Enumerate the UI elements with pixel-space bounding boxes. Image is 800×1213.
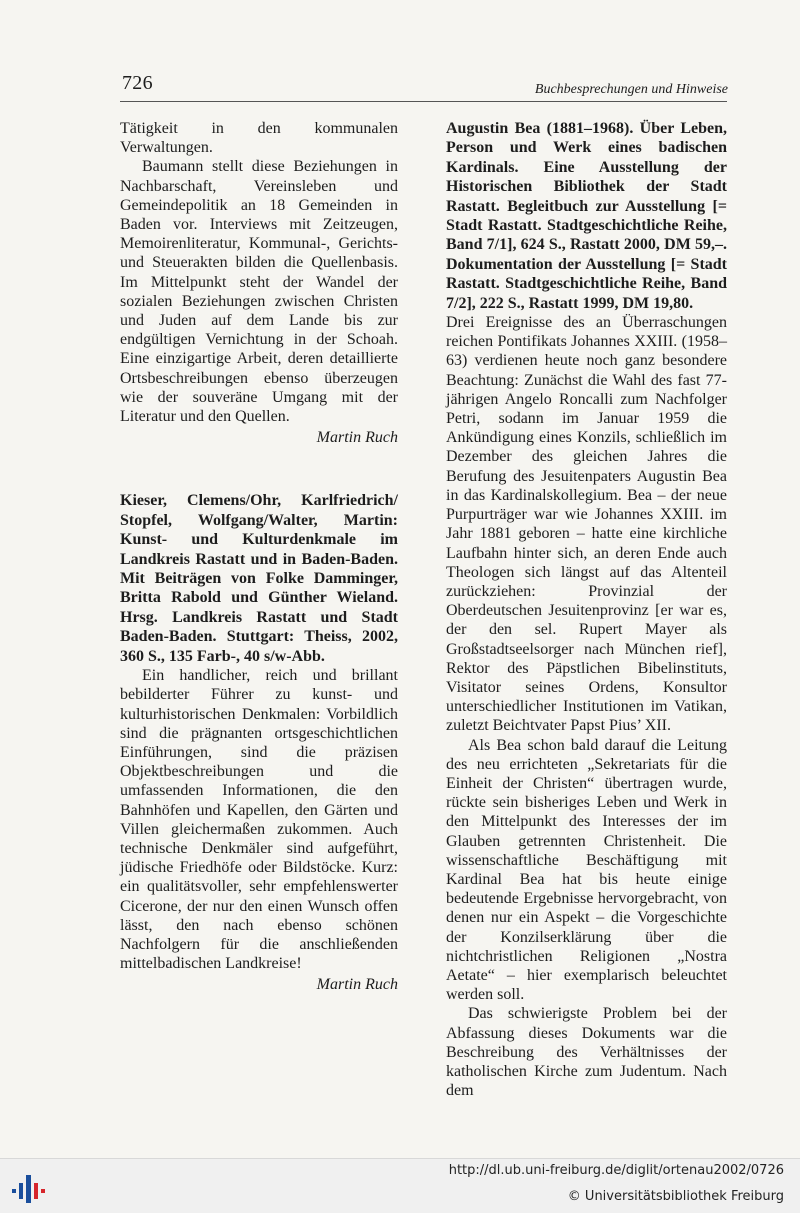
paragraph: Drei Ereignisse des an Überraschungen reichen Pontifikats Johannes XXIII. (1958–63) verdienen heute noch ganz besondere Beachtung: Zunächst die Wahl des fast 77-jährigen Angelo Roncalli zum Nachfolger Petri, sodann im Januar 1959 die Ankündigung eines Konzils, schließlich im Dezember des gleichen Jahres die Berufung des Jesuitenpaters Augustin Bea in das Kardinalskollegium. Bea – der neue Purpurträger war wie Johannes XXIII. im Jahr 1881 geboren – hatte eine kirchliche Laufbahn hinter sich, an deren Ende auch Theologen sich längst auf das Altenteil zurückziehen: Provinzial der Oberdeutschen Jesuitenprovinz [er war es, der den sel. Rupert Mayer als Großstadtseelsorger nach München rief], Rektor des Päpstlichen Bibelinstituts, Visitator seines Ordens, Konsultor unterschiedlicher Institutionen im Vatikan, zuletzt Beichtvater Papst Pius’ XII. bbox=[446, 314, 727, 735]
running-head: Buchbesprechungen und Hinweise bbox=[534, 82, 728, 97]
review-signature: Martin Ruch bbox=[316, 429, 398, 447]
copyright-notice: © Universitätsbibliothek Freiburg bbox=[567, 1189, 784, 1204]
spacer bbox=[120, 447, 398, 491]
paragraph: Baumann stellt diese Beziehungen in Nachbarschaft, Vereinsleben und Gemeindepolitik an 18 Gemeinden in Baden vor. Interviews mit Zeitzeugen, Memoirenliteratur, Kommunal-, Gerichts- und Steuerakten bilden die Quellenbasis. Im Mittelpunkt steht der Wandel der sozialen Beziehungen zwischen Christen und Juden auf dem Lande bis zur endgültigen Vernichtung in der Schoah. Eine einzigartige Arbeit, deren detaillierte Ortsbeschreibungen ebenso überzeugen wie der souveräne Umgang mit der Literatur und den Quellen. bbox=[120, 158, 398, 426]
left-column bbox=[120, 119, 398, 995]
paragraph: Als Bea schon bald darauf die Leitung des neu errichteten „Sekretariats für die Einheit der Christen“ übertragen wurde, rückte sein bisheriges Leben und Werk in den Mittelpunkt des Interesses der im Glauben getrennten Christenheit. Die wissenschaftliche Beschäftigung mit Kardinal Bea hat bis heute einige bedeutende Ergebnisse hervorgebracht, von denen nur ein Aspekt – die Vorgeschichte der Konzilserklärung über die nichtchristlichen Religionen „Nostra Aetate“ – hier exemplarisch beleuchtet werden soll. bbox=[446, 736, 727, 1004]
book-entry-heading: Augustin Bea (1881–1968). Über Leben, Person und Werk eines badischen Kardinals. Eine Ausstellung der Historischen Bibliothek der Stadt Rastatt. Begleitbuch zur Ausstellung [= Stadt Rastatt. Stadtgeschichtliche Reihe, Band 7/1], 624 S., Rastatt 2000, DM 59,–. Dokumentation der Ausstellung [= Stadt Rastatt. Stadtgeschichtliche Reihe, Band 7/2], 222 S., Rastatt 1999, DM 19,80. bbox=[446, 120, 727, 312]
header-rule bbox=[120, 101, 727, 102]
footer-bar bbox=[0, 1158, 800, 1213]
page-number: 726 bbox=[122, 72, 153, 94]
paragraph: Ein handlicher, reich und brillant bebilderter Führer zu kunst- und kulturhistorischen Denkmalen: Vorbildlich sind die prägnanten ortsgeschichtlichen Einführungen, sind die präzisen Objektbeschreibungen und die umfassenden Informationen, die den Bahnhöfen und Kapellen, den Gärten und Villen gleichermaßen zukommen. Auch technische Denkmäler sind aufgeführt, jüdische Friedhöfe oder Bildstöcke. Kurz: ein qualitätsvoller, sehr empfehlenswerter Cicerone, der nur den einen Wunsch offen lässt, den nach ebenso schönen Nachfolgern für die anschließenden mittelbadischen Landkreise! bbox=[120, 667, 398, 973]
right-column bbox=[446, 119, 727, 1100]
paragraph: Tätigkeit in den kommunalen Verwaltungen. bbox=[120, 120, 398, 157]
review-signature: Martin Ruch bbox=[316, 976, 398, 994]
paragraph: Das schwierigste Problem bei der Abfassung dieses Dokuments war die Beschreibung des Verhältnisses der katholischen Kirche zum Judentum. Nach dem bbox=[446, 1005, 727, 1100]
ub-freiburg-logo-icon bbox=[8, 1169, 50, 1205]
book-entry-heading: Kieser, Clemens/Ohr, Karlfriedrich/ Stopfel, Wolfgang/Walter, Martin: Kunst- und Kulturdenkmale im Landkreis Rastatt und in Baden-Baden. Mit Beiträgen von Folke Damminger, Britta Rabold und Günther Wieland. Hrsg. Landkreis Rastatt und Stadt Baden-Baden. Stuttgart: Theiss, 2002, 360 S., 135 Farb-, 40 s/w-Abb. bbox=[120, 492, 398, 665]
source-url-link[interactable]: http://dl.ub.uni-freiburg.de/diglit/ortenau2002/0726 bbox=[448, 1163, 784, 1178]
